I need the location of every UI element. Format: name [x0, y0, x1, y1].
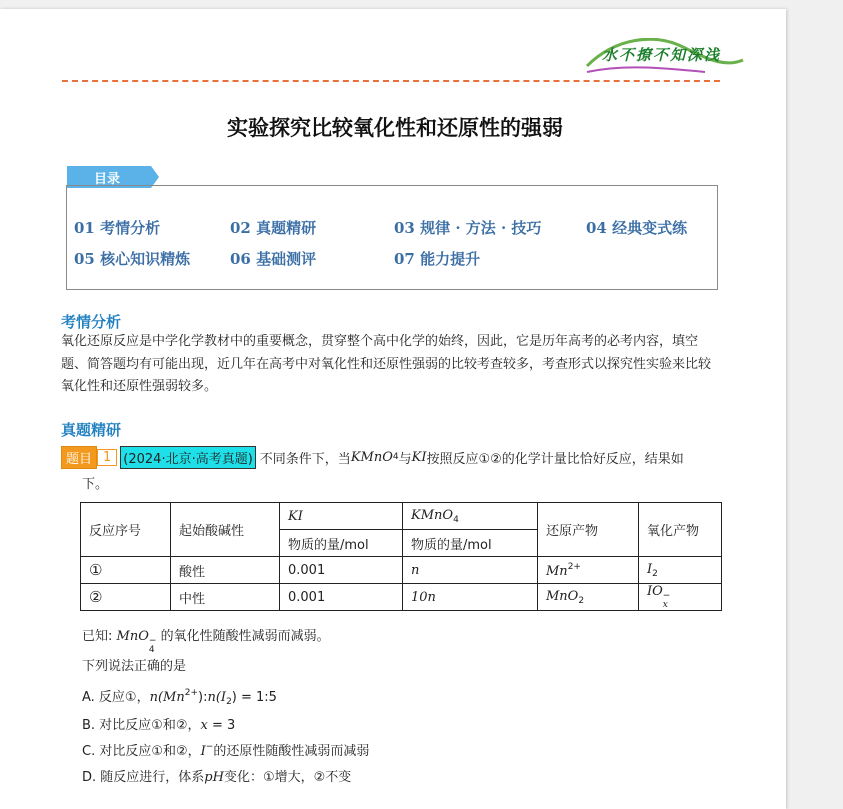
cell-ox [639, 584, 722, 611]
option-c-end: 的还原性随酸性减弱而减弱 [213, 744, 370, 759]
cell-seq: ① [81, 557, 171, 584]
section-heading-analysis: 考情分析 [61, 313, 122, 331]
stem-text-b: 与 [398, 451, 412, 467]
question-badge: 题目 [61, 446, 97, 469]
option-d-end: 变化：①增大，②不变 [223, 770, 352, 785]
toc-item-01[interactable]: 01 考情分析 [74, 219, 161, 237]
option-a-mn: (Mn [157, 690, 185, 705]
cell-red-sub: 2 [578, 595, 585, 606]
option-b-pre: B. 对比反应①和②， [82, 718, 201, 733]
option-b[interactable] [82, 714, 235, 733]
option-a[interactable] [82, 686, 277, 707]
known-species: MnO [116, 629, 149, 644]
th-kmno4-sub: 4 [453, 514, 459, 525]
question-stem [61, 447, 684, 467]
stem-text-c: 按照反应①②的化学计量比恰好反应，结果如 [426, 451, 684, 467]
page-title: 实验探究比较氧化性和还原性的强弱 [227, 116, 563, 140]
table-row [81, 557, 722, 584]
th-seq: 反应序号 [81, 503, 171, 557]
cell-ox [639, 557, 722, 584]
formula-kmno4: KMnO [350, 449, 393, 465]
stem-text-a: 不同条件下，当 [259, 451, 351, 467]
th-ki-text: KI [288, 508, 303, 524]
cell-ki: 0.001 [280, 584, 403, 611]
known-species-sup: − [148, 636, 157, 646]
option-d-pre: D. 随反应进行，体系 [82, 770, 205, 785]
cell-red [538, 557, 639, 584]
reaction-table [80, 502, 722, 611]
toc-item-07[interactable]: 07 能力提升 [394, 250, 481, 268]
option-d-ph: pH [204, 770, 224, 785]
option-b-x: x [200, 718, 208, 733]
cell-red-sup: 2+ [567, 561, 581, 572]
question-prompt: 下列说法正确的是 [82, 659, 187, 674]
cell-ox-text: IO [647, 584, 663, 599]
th-amount-ki: 物质的量/mol [280, 530, 403, 557]
option-a-n2: n [207, 690, 216, 705]
cell-red [538, 584, 639, 611]
option-a-pre: A. 反应①， [82, 690, 150, 705]
known-line [82, 625, 330, 655]
known-species-sub: 4 [148, 645, 155, 655]
option-c-pre: C. 对比反应①和②， [82, 744, 201, 759]
cell-seq: ② [81, 584, 171, 611]
th-ox: 氧化产物 [639, 503, 722, 557]
cell-kmno4: n [403, 557, 538, 584]
th-kmno4 [403, 503, 538, 530]
option-d[interactable] [82, 766, 351, 785]
toc-item-03[interactable]: 03 规律 · 方法 · 技巧 [394, 219, 542, 237]
logo-text: 水不撩不知深浅 [602, 46, 722, 64]
cell-red-text: Mn [546, 563, 568, 579]
option-b-end: = 3 [207, 718, 236, 733]
known-prefix: 已知: [82, 629, 113, 644]
toc-item-04[interactable]: 04 经典变式练 [586, 219, 688, 237]
question-number: 1 [97, 449, 117, 466]
toc-item-06[interactable]: 06 基础测评 [230, 250, 317, 268]
toc-item-02[interactable]: 02 真题精研 [230, 219, 317, 237]
option-a-mid: ): [198, 690, 208, 705]
option-a-end: ) = 1:5 [231, 690, 277, 705]
option-a-i-sub: 2 [226, 697, 232, 707]
cell-ki: 0.001 [280, 557, 403, 584]
header-dash-divider [62, 80, 720, 82]
known-suffix: 的氧化性随酸性减弱而减弱。 [160, 629, 330, 644]
cell-red-text: MnO [546, 588, 579, 604]
option-a-mn-sup: 2+ [184, 688, 199, 698]
cell-ox-sub: x [662, 600, 668, 610]
option-a-n1: n [149, 690, 158, 705]
cell-ox-text: I [647, 561, 653, 577]
cell-ox-sub: 2 [652, 568, 658, 579]
th-kmno4-text: KMnO [411, 507, 454, 523]
th-acid: 起始酸碱性 [171, 503, 280, 557]
table-row [81, 584, 722, 611]
cell-kmno4: 10n [403, 584, 538, 611]
section-heading-exam: 真题精研 [61, 421, 122, 439]
stem-continuation: 下。 [82, 477, 109, 492]
cell-acid: 酸性 [171, 557, 280, 584]
cell-acid: 中性 [171, 584, 280, 611]
th-ki [280, 503, 403, 530]
th-amount-kmno4: 物质的量/mol [403, 530, 538, 557]
th-red: 还原产物 [538, 503, 639, 557]
question-source: (2024·北京·高考真题) [120, 446, 256, 469]
section-analysis-body: 氧化还原反应是中学化学教材中的重要概念，贯穿整个高中化学的始终，因此，它是历年高考的必考内容，填空题、简答题均有可能出现，近几年在高考中对氧化性和还原性强弱的比较考查较多，考查形式以探究性实验来比较氧化性和还原性强弱较多。 [61, 334, 712, 394]
formula-kmno4-sub: 4 [392, 452, 399, 462]
toc-tab-label: 目录 [94, 172, 121, 187]
formula-ki: KI [411, 449, 427, 465]
toc-item-05[interactable]: 05 核心知识精炼 [74, 250, 191, 268]
option-a-i: (I [215, 690, 227, 705]
option-c[interactable] [82, 740, 369, 759]
option-c-i: I [200, 744, 206, 759]
cell-ox-sup: − [662, 591, 671, 601]
option-c-sup: − [205, 742, 214, 752]
